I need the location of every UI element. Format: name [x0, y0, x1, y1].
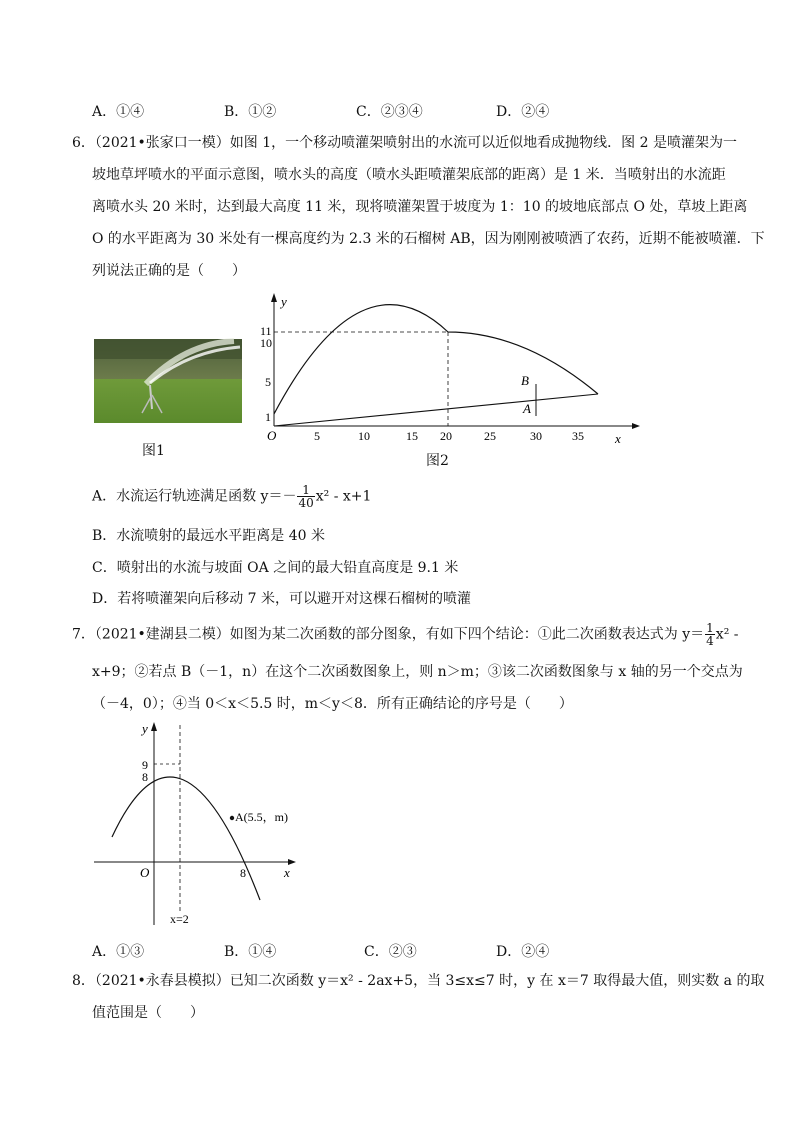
fig2-x-label: x: [615, 431, 621, 446]
fig2-xtick-35: 35: [572, 429, 584, 443]
fig2-ytick-5: 5: [265, 375, 271, 389]
fig2-xtick-20: 20: [440, 429, 452, 443]
q5-option-d: D．②④: [496, 104, 550, 120]
q7-graph: [90, 715, 310, 930]
q5-option-b: B．①②: [224, 104, 277, 120]
q7-option-c: C．②③: [364, 944, 417, 960]
fig2-y-label: y: [281, 294, 287, 309]
fig2-xtick-25: 25: [484, 429, 496, 443]
q7-option-d: D．②④: [496, 944, 550, 960]
fig2-xtick-30: 30: [530, 429, 542, 443]
q6-option-b: B．水流喷射的最远水平距离是 40 米: [92, 528, 326, 544]
fig2-point-a: A: [523, 401, 531, 416]
fig2-parabola: [274, 305, 598, 414]
q7-parabola: [112, 777, 260, 900]
q7-axis-label: x=2: [170, 912, 189, 926]
fig2-caption: 图2: [426, 453, 449, 469]
q5-option-c: C．②③④: [356, 104, 423, 120]
fig2-ytick-11: 11: [260, 324, 272, 338]
q7-x-label: x: [284, 865, 290, 880]
fig2-xtick-5: 5: [314, 429, 320, 443]
q6-option-a-text: A．水流运行轨迹满足函数 y＝－: [92, 488, 297, 505]
q6-line-2: 坡地草坪喷水的平面示意图，喷水头的高度（喷水头距喷灌架底部的距离）是 1 米．当喷射出的水流距: [92, 167, 726, 183]
q6-option-d: D．若将喷灌架向后移动 7 米，可以避开对这棵石榴树的喷灌: [92, 591, 472, 607]
q7-line-3: （－4，0）；④当 0＜x＜5.5 时，m＜y＜8．所有正确结论的序号是（ ）: [92, 696, 573, 712]
q7-line-2: x+9；②若点 B（－1，n）在这个二次函数图象上，则 n＞m；③该二次函数图象与 x 轴的另一个交点为: [92, 664, 743, 680]
q7-y-label: y: [142, 721, 148, 736]
q7-point-a-label: A(5.5，m): [235, 810, 288, 824]
q6-line-5: 列说法正确的是（ ）: [92, 263, 246, 279]
fig2-ytick-10: 10: [260, 336, 272, 350]
q8-line-1: 8．（2021•永春县模拟）已知二次函数 y＝x² - 2ax+5，当 3≤x≤7 时，y 在 x＝7 取得最大值，则实数 a 的取: [72, 973, 765, 989]
q6-option-a: [92, 484, 371, 509]
q7-tick-9: 9: [142, 758, 148, 772]
q7-line-1: [72, 622, 739, 647]
q7-tick-8-x: 8: [240, 866, 246, 880]
q7-line-1-text: 7．（2021•建湖县二模）如图为某二次函数的部分图象，有如下四个结论：①此二次函数表达式为 y＝: [72, 626, 705, 643]
q6-option-c: C．喷射出的水流与坡面 OA 之间的最大铅直高度是 9.1 米: [92, 560, 459, 576]
fig2-point-b: B: [521, 373, 529, 388]
fig2-origin: O: [267, 428, 277, 443]
q7-line-1-tail: x² -: [715, 626, 739, 643]
q5-option-a: A．①④: [92, 104, 145, 120]
q7-fraction: $\frac{1}{4}$: [706, 621, 714, 648]
q7-tick-8-y: 8: [142, 770, 148, 784]
fig2-xtick-10: 10: [358, 429, 370, 443]
q8-line-2: 值范围是（ ）: [92, 1005, 204, 1021]
q6-option-a-fraction: $\frac{1}{40}$: [298, 483, 314, 510]
q7-origin: O: [140, 865, 150, 880]
q6-line-3: 离喷水头 20 米时，达到最大高度 11 米，现将喷灌架置于坡度为 1：10 的坡地底部点 O 处，草坡上距离: [92, 199, 748, 215]
q7-point-a: [230, 816, 234, 820]
fig2-xtick-15: 15: [406, 429, 418, 443]
fig1-caption: 图1: [142, 443, 165, 459]
q6-line-4: O 的水平距离为 30 米处有一棵高度约为 2.3 米的石榴树 AB，因为刚刚被喷洒了农药，近期不能被喷灌．下: [92, 231, 765, 247]
fig2-ytick-1: 1: [265, 410, 271, 424]
fig2-slope-line: [274, 394, 598, 426]
sprinkler-photo: [94, 339, 242, 423]
q6-option-a-tail: x² - x+1: [315, 488, 372, 505]
q7-option-a: A．①③: [92, 944, 145, 960]
q6-line-1: 6．（2021•张家口一模）如图 1，一个移动喷灌架喷射出的水流可以近似地看成抛物线．图 2 是喷灌架为一: [72, 135, 737, 151]
fig2-graph: [262, 290, 642, 450]
q7-option-b: B．①④: [224, 944, 277, 960]
